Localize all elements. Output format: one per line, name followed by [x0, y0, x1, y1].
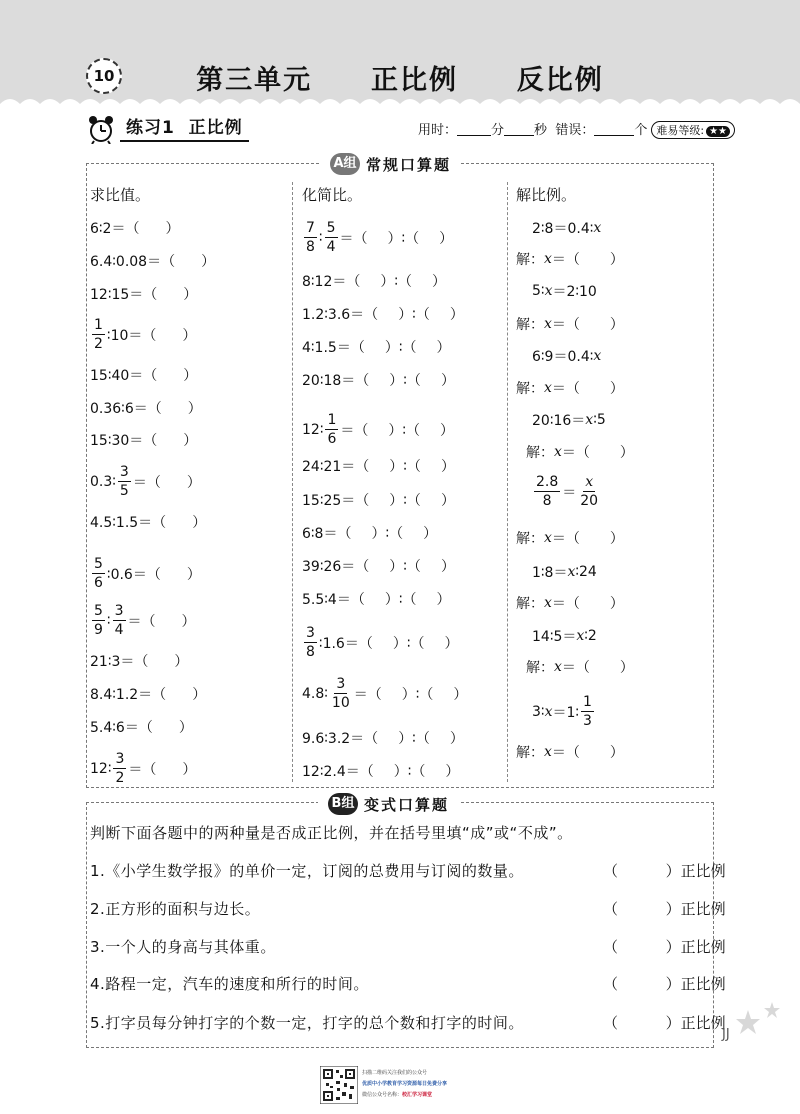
col2-heading: 化简比。 — [302, 186, 363, 204]
item-close: ） — [201, 254, 216, 270]
footer-line-1: 扫描二维码关注我们的公众号 — [362, 1070, 428, 1076]
item-close: ） — [449, 731, 464, 747]
judgement-question: 5.打字员每分钟打字的个数一定，打字的总个数和打字的时间。 — [90, 1014, 524, 1032]
answer-close: ） — [609, 745, 624, 761]
numerator: 2.8 — [536, 474, 559, 490]
proportion-answer — [516, 378, 624, 398]
item-expression: 6∶2＝（ — [90, 221, 140, 237]
error-unit: 个 — [634, 123, 648, 138]
answer-prefix: 解： — [526, 660, 554, 676]
difficulty-stars: ★★ — [706, 126, 730, 137]
answer-variable: x — [544, 380, 552, 396]
seconds-label: 秒 — [534, 123, 548, 138]
judgement-answer[interactable]: （ ）正比例 — [603, 900, 726, 918]
ratio-value-item — [90, 717, 193, 737]
item-expression: 39∶26＝（ — [302, 559, 370, 575]
item-expression: 1.2∶3.6＝（ — [302, 307, 379, 323]
proportion-answer — [526, 442, 634, 462]
item-expression: 24∶21＝（ — [302, 459, 370, 475]
item-expression: ∶10＝（ — [106, 327, 157, 344]
ratio-value-item — [90, 651, 188, 671]
equation-variable: x — [576, 628, 585, 644]
corner-mark: JJ — [722, 1027, 730, 1042]
errors-blank[interactable] — [594, 123, 634, 136]
section-b-title: 变式口算题 — [364, 795, 450, 814]
answer-close: ） — [619, 445, 634, 461]
item-expression: 4∶1.5＝（ — [302, 340, 365, 356]
simplify-ratio-item — [302, 370, 455, 390]
judgement-answer[interactable]: （ ）正比例 — [603, 975, 726, 993]
item-close: ） — [440, 459, 455, 475]
fraction — [92, 604, 105, 637]
item-expression: 5.5∶4＝（ — [302, 592, 365, 608]
difficulty-badge — [651, 121, 735, 139]
seconds-blank[interactable] — [504, 123, 534, 136]
equation-part: 1∶8＝ — [532, 565, 568, 581]
judgement-answer[interactable]: （ ）正比例 — [603, 1014, 726, 1032]
equation-variable: x — [544, 283, 553, 299]
answer-equals: ＝（ — [551, 252, 580, 268]
ratio-value-item — [90, 465, 201, 498]
item-close: ） — [181, 613, 196, 630]
item-separator: ）∶（ — [392, 635, 425, 652]
item-close: ） — [436, 592, 451, 608]
fraction — [581, 695, 594, 728]
numerator: x — [585, 474, 594, 490]
item-close: ） — [423, 526, 438, 542]
qr-code-icon[interactable] — [320, 1066, 358, 1104]
footer-account-label: 微信公众号名称： — [362, 1092, 403, 1098]
item-expression: 12∶2.4＝（ — [302, 764, 374, 780]
section-a-header — [320, 151, 461, 177]
fraction — [118, 465, 131, 498]
item-expression: 0.36∶6＝（ — [90, 401, 162, 417]
equation-part: ＝ — [562, 484, 577, 501]
section-b-header — [318, 791, 459, 817]
answer-equals: ＝（ — [551, 317, 580, 333]
equation-part: 2∶8＝0.4∶ — [532, 221, 594, 237]
simplify-ratio-item — [302, 626, 459, 659]
section-a-badge: A组 — [330, 153, 360, 175]
denominator: 3 — [583, 713, 592, 729]
ratio-value-item — [90, 284, 197, 304]
item-expression: 8.4∶1.2＝（ — [90, 687, 167, 703]
item-separator: ）∶（ — [380, 274, 413, 290]
star-decoration-icon — [720, 1002, 790, 1042]
answer-variable: x — [554, 659, 562, 675]
item-separator: ）∶（ — [384, 592, 417, 608]
simplify-ratio-item — [302, 761, 459, 781]
item-separator: ）∶（ — [389, 493, 421, 509]
proportion-problem — [532, 346, 601, 366]
item-close: ） — [445, 764, 460, 780]
denominator: 8 — [306, 644, 315, 660]
ratio-value-item — [90, 752, 196, 785]
numerator: 1 — [583, 694, 592, 710]
proportion-problem — [532, 695, 596, 728]
equation-part: ∶5 — [593, 412, 606, 428]
minutes-blank[interactable] — [457, 123, 491, 136]
col1-heading: 求比值。 — [90, 186, 151, 204]
simplify-ratio-item — [302, 271, 446, 291]
item-expression: ＝（ — [339, 230, 368, 247]
exercise-header — [86, 116, 727, 142]
answer-variable: x — [544, 744, 552, 760]
item-close: ） — [174, 654, 189, 670]
proportion-problem — [532, 218, 601, 238]
item-expression: ∶1.6＝（ — [318, 635, 373, 652]
numerator: 1 — [327, 412, 337, 428]
judgement-answer[interactable]: （ ）正比例 — [603, 862, 726, 880]
denominator: 5 — [119, 483, 129, 499]
difficulty-label: 难易等级: — [656, 124, 705, 137]
numerator: 3 — [336, 676, 346, 692]
item-mid: ∶ — [106, 612, 111, 629]
answer-close: ） — [609, 531, 624, 547]
item-close: ） — [436, 340, 451, 356]
equation-variable: x — [593, 220, 602, 236]
item-expression: 15∶40＝（ — [90, 368, 158, 384]
answer-close: ） — [609, 317, 624, 333]
item-close: ） — [440, 559, 455, 575]
item-expression: 12∶15＝（ — [90, 287, 158, 303]
ratio-value-item — [90, 365, 197, 385]
item-separator: ）∶（ — [398, 307, 430, 323]
item-expression: ＝（ — [128, 761, 157, 778]
fraction — [534, 475, 560, 508]
ratio-value-item — [90, 430, 197, 450]
item-expression: ＝（ — [340, 422, 369, 439]
answer-equals: ＝（ — [551, 381, 580, 397]
equation-part: 6∶9＝0.4∶ — [532, 349, 594, 365]
answer-variable: x — [544, 251, 552, 267]
item-expression: 6.4∶0.08＝（ — [90, 254, 176, 270]
item-mid: ∶ — [318, 229, 323, 246]
answer-prefix: 解： — [516, 381, 544, 397]
ratio-value-item — [90, 251, 215, 271]
item-close: ） — [182, 327, 197, 344]
item-close: ） — [192, 515, 207, 531]
judgement-answer[interactable]: （ ）正比例 — [603, 938, 726, 956]
item-separator: ）∶（ — [389, 559, 421, 575]
answer-close: ） — [609, 596, 624, 612]
section-b-badge: B组 — [328, 793, 358, 815]
item-close: ） — [183, 433, 198, 449]
fraction — [304, 221, 317, 254]
fraction — [578, 475, 600, 508]
judgement-question: 4.路程一定，汽车的速度和所行的时间。 — [90, 975, 369, 993]
answer-prefix: 解： — [516, 531, 544, 547]
item-expression: ∶0.6＝（ — [106, 566, 161, 583]
ratio-value-item — [90, 512, 206, 532]
item-separator: ）∶（ — [384, 340, 417, 356]
simplify-ratio-item — [302, 523, 437, 543]
denominator: 8 — [542, 493, 552, 509]
numerator: 1 — [94, 317, 103, 333]
proportion-answer — [516, 528, 624, 548]
numerator: 5 — [326, 220, 336, 236]
equation-part: ＝1∶ — [552, 704, 580, 721]
equation-part: ＝2∶10 — [552, 284, 597, 300]
equation-part: 20∶16＝ — [532, 413, 586, 429]
item-expression: ＝（ — [127, 613, 156, 630]
proportion-problem — [532, 626, 597, 646]
item-expression: 15∶25＝（ — [302, 493, 370, 509]
section-b-instruction: 判断下面各题中的两种量是否成正比例，并在括号里填“成”或“不成”。 — [90, 824, 573, 842]
answer-prefix: 解： — [516, 252, 544, 268]
item-expression: 8∶12＝（ — [302, 274, 361, 290]
numerator: 3 — [119, 464, 129, 480]
numerator: 5 — [94, 556, 103, 572]
item-expression: 4.5∶1.5＝（ — [90, 515, 167, 531]
judgement-question: 1.《小学生数学报》的单价一定，订阅的总费用与订阅的数量。 — [90, 862, 524, 880]
column-divider-1 — [292, 182, 293, 782]
proportion-answer — [516, 249, 624, 269]
item-separator: ）∶（ — [388, 422, 421, 439]
fraction — [325, 413, 338, 446]
item-separator: ）∶（ — [371, 526, 404, 542]
simplify-ratio-item — [302, 337, 450, 357]
answer-equals: ＝（ — [551, 531, 580, 547]
exercise-meta — [418, 119, 735, 139]
col3-heading: 解比例。 — [516, 186, 577, 204]
fraction — [113, 604, 126, 637]
proportion-answer — [516, 314, 624, 334]
denominator: 6 — [94, 575, 103, 591]
equation-variable: x — [585, 412, 594, 428]
item-separator: ）∶（ — [393, 764, 426, 780]
proportion-problem — [532, 475, 602, 508]
item-close: ） — [183, 368, 198, 384]
proportion-answer — [516, 593, 624, 613]
judgement-question: 2.正方形的面积与边长。 — [90, 900, 261, 918]
equation-part: 5∶ — [532, 283, 545, 299]
item-close: ） — [187, 401, 202, 417]
proportion-answer — [526, 657, 634, 677]
item-expression: ＝（ — [353, 686, 382, 703]
item-close: ） — [449, 307, 464, 323]
time-label: 用时： — [418, 123, 458, 138]
answer-equals: ＝（ — [561, 660, 590, 676]
unit-title: 第三单元 正比例 反比例 — [196, 65, 604, 96]
simplify-ratio-item — [302, 677, 467, 710]
item-close: ） — [178, 720, 193, 736]
item-expression: ＝（ — [132, 474, 161, 491]
equation-part: 3∶ — [532, 703, 545, 720]
error-label: 错误： — [555, 123, 595, 138]
footer-line-2: 优质中小学教育学习资源每日免费分享 — [362, 1081, 448, 1087]
equation-part: 14∶5＝ — [532, 629, 577, 645]
ratio-value-item — [90, 684, 206, 704]
equation-variable: x — [544, 703, 553, 720]
proportion-problem — [532, 562, 597, 582]
answer-close: ） — [619, 660, 634, 676]
item-close: ） — [453, 686, 468, 703]
judgement-question: 3.一个人的身高与其体重。 — [90, 938, 276, 956]
proportion-problem — [532, 410, 606, 430]
item-separator: ）∶（ — [398, 731, 430, 747]
simplify-ratio-item — [302, 589, 450, 609]
answer-equals: ＝（ — [561, 445, 590, 461]
simplify-ratio-item — [302, 556, 455, 576]
item-expression: 20∶18＝（ — [302, 373, 370, 389]
item-close: ） — [192, 687, 207, 703]
item-lead: 12∶ — [90, 760, 112, 777]
item-expression: 9.6∶3.2＝（ — [302, 731, 379, 747]
answer-close: ） — [609, 381, 624, 397]
simplify-ratio-item — [302, 413, 454, 446]
proportion-answer — [516, 742, 624, 762]
answer-close: ） — [609, 252, 624, 268]
numerator: 5 — [94, 603, 103, 619]
footer-line-3 — [362, 1091, 432, 1098]
numerator: 3 — [114, 603, 124, 619]
denominator: 4 — [114, 622, 124, 638]
item-separator: ）∶（ — [389, 373, 421, 389]
alarm-clock-icon — [86, 114, 116, 144]
denominator: 2 — [115, 770, 125, 786]
item-separator: ）∶（ — [401, 686, 434, 703]
numerator: 7 — [306, 220, 315, 236]
item-close: ） — [440, 493, 455, 509]
denominator: 2 — [94, 336, 103, 352]
item-expression: 5.4∶6＝（ — [90, 720, 153, 736]
numerator: 3 — [115, 751, 125, 767]
fraction — [113, 752, 126, 785]
ratio-value-item — [90, 218, 179, 238]
item-lead: 4.8∶ — [302, 685, 328, 702]
item-close: ） — [444, 635, 459, 652]
denominator: 8 — [306, 239, 315, 255]
wave-border — [0, 96, 800, 112]
simplify-ratio-item — [302, 221, 453, 254]
ratio-value-item — [90, 604, 196, 637]
fraction — [92, 557, 105, 590]
fraction — [92, 318, 105, 351]
answer-prefix: 解： — [516, 317, 544, 333]
footer-account-name: 校汇学习课堂 — [402, 1092, 433, 1098]
answer-variable: x — [544, 316, 552, 332]
column-divider-2 — [507, 182, 508, 782]
item-close: ） — [440, 373, 455, 389]
exercise-title: 练习1 正比例 — [120, 116, 249, 142]
fraction — [330, 677, 352, 710]
answer-prefix: 解： — [516, 745, 544, 761]
answer-prefix: 解： — [526, 445, 554, 461]
fraction — [325, 221, 338, 254]
item-close: ） — [440, 422, 455, 439]
item-close: ） — [165, 221, 180, 237]
item-close: ） — [183, 287, 198, 303]
proportion-problem — [532, 281, 597, 301]
denominator: 10 — [331, 695, 350, 711]
denominator: 4 — [326, 239, 336, 255]
answer-variable: x — [544, 595, 552, 611]
denominator: 20 — [580, 493, 599, 509]
item-close: ） — [182, 761, 197, 778]
item-lead: 0.3∶ — [90, 473, 116, 490]
footer — [320, 1066, 500, 1106]
ratio-value-item — [90, 398, 202, 418]
answer-prefix: 解： — [516, 596, 544, 612]
ratio-value-item — [90, 318, 196, 351]
simplify-ratio-item — [302, 304, 464, 324]
item-close: ） — [186, 474, 201, 491]
denominator: 6 — [327, 431, 337, 447]
simplify-ratio-item — [302, 490, 455, 510]
answer-equals: ＝（ — [551, 596, 580, 612]
page-number: 10 — [86, 58, 122, 94]
minutes-label: 分 — [491, 123, 505, 138]
equation-part: ∶24 — [575, 564, 597, 580]
item-lead: 12∶ — [302, 421, 324, 438]
item-expression: 21∶3＝（ — [90, 654, 149, 670]
equation-variable: x — [593, 348, 602, 364]
equation-part: ∶2 — [584, 628, 597, 644]
answer-variable: x — [554, 444, 562, 460]
item-separator: ）∶（ — [387, 230, 420, 247]
simplify-ratio-item — [302, 456, 455, 476]
item-close: ） — [439, 230, 454, 247]
item-expression: 15∶30＝（ — [90, 433, 158, 449]
fraction — [304, 626, 317, 659]
ratio-value-item — [90, 557, 201, 590]
simplify-ratio-item — [302, 728, 464, 748]
item-close: ） — [186, 566, 201, 583]
item-close: ） — [432, 274, 447, 290]
denominator: 9 — [94, 622, 103, 638]
item-expression: 6∶8＝（ — [302, 526, 352, 542]
answer-variable: x — [544, 530, 552, 546]
numerator: 3 — [306, 625, 315, 641]
equation-variable: x — [567, 564, 576, 580]
answer-equals: ＝（ — [551, 745, 580, 761]
section-a-title: 常规口算题 — [366, 155, 452, 174]
item-separator: ）∶（ — [389, 459, 421, 475]
